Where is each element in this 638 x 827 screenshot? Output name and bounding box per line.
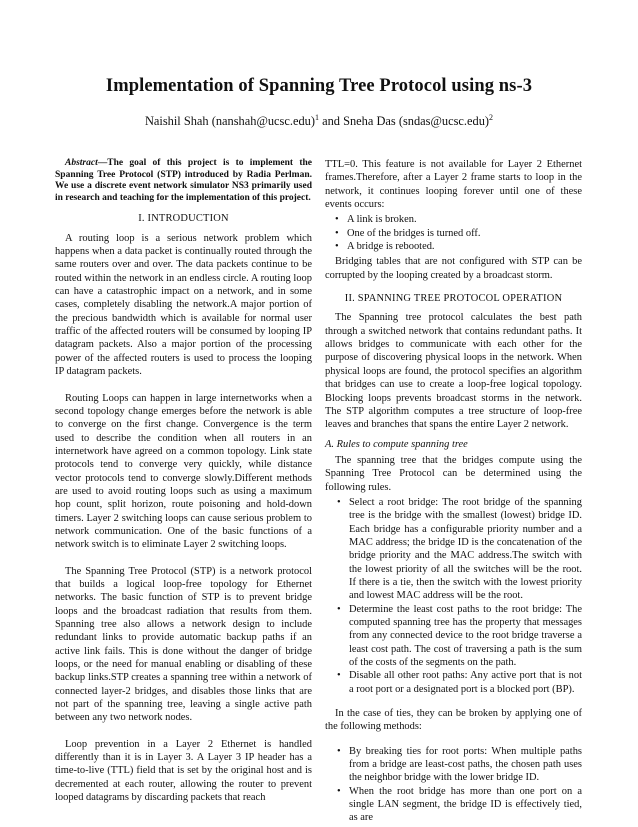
list-item: • One of the bridges is turned off. — [347, 227, 582, 240]
intro-paragraph-4-continued: TTL=0. This feature is not available for Layer 2 Ethernet frames.Therefore, after a Layer 2 frame starts to loop in the network, it continues looping forever until one of these events occurs: — [325, 159, 582, 211]
stp-paragraph-1: The Spanning tree protocol calculates the best path through a switched network that contains redundant paths. It allows bridges to communicate with each other for the purpose of discovering physical loops in the network. When physical loops are found, the protocol specifies an algorithm that bridges can use to create a loop-free logical topology. Blocking loops prevents broadcast storms in the network. The STP algorithm computes a tree structure of loop-free leaves and branches that spans the entire Layer 2 network. — [325, 312, 582, 431]
section-1-heading: I. INTRODUCTION — [138, 213, 229, 225]
paragraph-gap — [55, 725, 312, 738]
intro-paragraph-1: A routing loop is a serious network problem which happens when a data packet is continually routed through the same routers over and over. The data packets continue to be routed within the network in an endless circle. A routing loop can have a catastrophic impact on a network, and in some cases, completely disabling the network.A major portion of the precious bandwidth which is available for normal user traffic of the affected routers will be consumed by looping IP datagram packets. Also a major portion of the processing power of the affected routers is used to process the looping IP datagram packets. — [55, 232, 312, 378]
author-1-affiliation: 1 — [315, 113, 319, 122]
intro-paragraph-4: Loop prevention in a Layer 2 Ethernet is handled differently than it is in Layer 3. A Layer 3 IP header has a time-to-live (TTL) field that is set by the original host and is decremented at each router, allowing the router to prevent looped datagrams by discarding packets that reach — [55, 738, 312, 804]
loop-events-list — [325, 213, 582, 253]
abstract — [55, 158, 312, 204]
paragraph-gap — [325, 698, 582, 707]
list-item: • Determine the least cost paths to the root bridge: The computed spanning tree has the property that messages from any connected device to the root bridge traverse a least cost path. The cost of traversing a path is the sum of the costs of the segments on the path. — [349, 603, 582, 670]
rules-intro: The spanning tree that the bridges compute using the Spanning Tree Protocol can be determined using the following rules. — [325, 454, 582, 493]
left-column — [55, 158, 312, 804]
list-item: • A bridge is rebooted. — [347, 240, 582, 253]
abstract-label: Abstract — [65, 158, 98, 168]
paragraph-gap — [55, 552, 312, 565]
subsection-a-heading: A. Rules to compute spanning tree — [325, 438, 468, 450]
list-item: • By breaking ties for root ports: When multiple paths from a bridge are least-cost paths, the chosen path uses the neighbor bridge with the lower bridge ID. — [349, 745, 582, 785]
author-1: Naishil Shah (nanshah@ucsc.edu) — [144, 114, 315, 129]
intro-paragraph-3: The Spanning Tree Protocol (STP) is a network protocol that builds a logical loop-free topology for Ethernet networks. The basic function of STP is to prevent bridge loops and the broadcast radiation that results from them. Spanning tree also allows a network design to include redundant links to provide automatic backup paths if an active link fails. This is done without the danger of bridge loops, or the need for manual enabling or disabling of these backup links.STP creates a spanning tree within a network of connected layer-2 bridges, and disables those links that are not part of the spanning tree, leaving a single active path between any two network nodes. — [55, 565, 312, 724]
section-2-heading: II. SPANNING TREE PROTOCOL OPERATION — [344, 293, 563, 305]
abstract-dash: — — [97, 158, 108, 168]
ties-list — [325, 745, 582, 825]
paper-title: Implementation of Spanning Tree Protocol using ns-3 — [105, 76, 533, 96]
list-item: • When the root bridge has more than one port on a single LAN segment, the bridge ID is effectively tied, as are — [349, 785, 582, 825]
author-joiner: and — [319, 114, 344, 129]
ties-intro: In the case of ties, they can be broken by applying one of the following methods: — [325, 708, 582, 733]
paragraph-gap — [325, 734, 582, 743]
abstract-text: The goal of this project is to implement the Spanning Tree Protocol (STP) introduced by Radia Perlman. We use a discrete event network simulator NS3 primarily used in research and teaching for the implementation of this project. — [55, 158, 312, 203]
intro-paragraph-2: Routing Loops can happen in large internetworks when a second topology change emerges before the network is able to converge on the first change. Convergence is the term used to describe the condition when all routers in an internetwork have agreed on a common topology. Link state protocols tend to converge very quickly, while distance vector protocols tend to converge slowly.Different methods are used to avoid routing loops such as using a maximum hop count, split horizon, route poisoning and hold-down timers. Layer 2 switching loops can cause serious problem to network communication. One of the basic functions of a network switch is to eliminate Layer 2 switching loops. — [55, 392, 312, 551]
author-2-affiliation: 2 — [489, 113, 494, 122]
right-column — [325, 158, 582, 827]
list-item: • Select a root bridge: The root bridge of the spanning tree is the bridge with the smallest (lowest) bridge ID. Each bridge has a configurable priority number and a MAC address; the bridge ID is the concatenation of the bridge priority and the MAC address.The switch with the lowest priority of all the switches will be the root. If there is a tie, then the switch with the lowest priority and lowest MAC address will be the root. — [349, 496, 582, 603]
intro-paragraph-5: Bridging tables that are not configured with STP can be corrupted by the looping created by a broadcast storm. — [325, 256, 582, 281]
rules-list — [325, 496, 582, 696]
paragraph-gap — [55, 379, 312, 392]
list-item: • A link is broken. — [347, 213, 582, 226]
author-2: Sneha Das (sndas@ucsc.edu) — [343, 114, 490, 129]
list-item: • Disable all other root paths: Any active port that is not a root port or a designated port is a blocked port (BP). — [349, 669, 582, 696]
author-line — [0, 113, 638, 129]
